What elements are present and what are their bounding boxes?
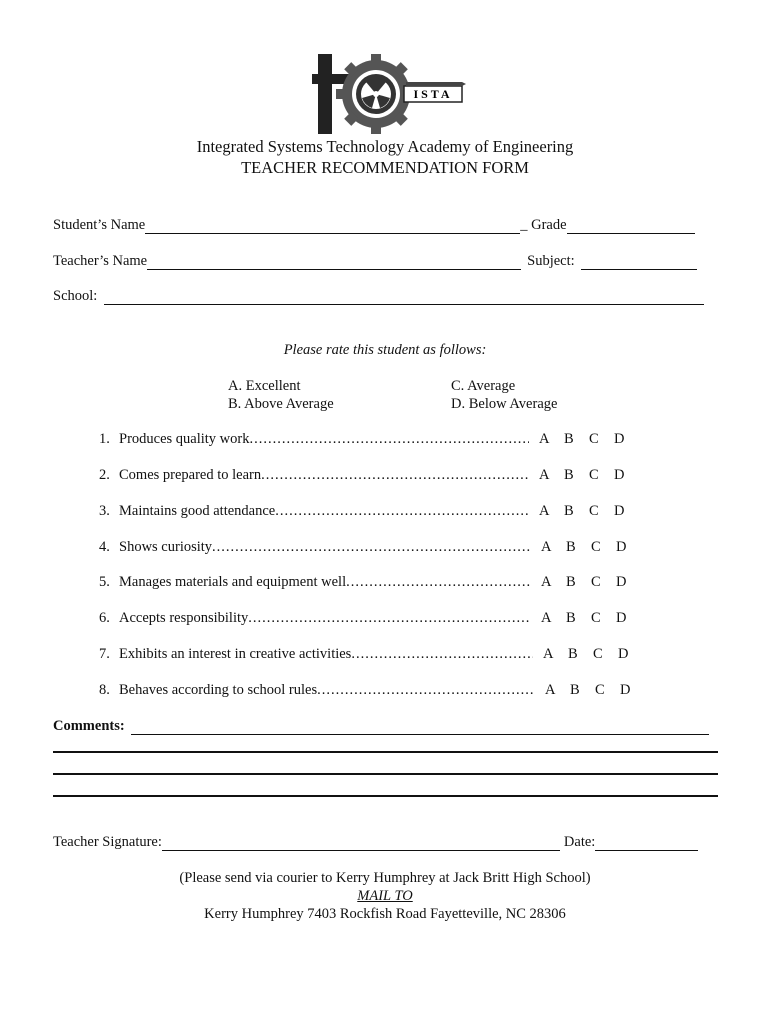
dot-leader: [346, 574, 531, 591]
grade-c-option[interactable]: C: [589, 431, 599, 447]
grade-options: [543, 646, 643, 663]
item-text: Comes prepared to learn: [119, 467, 262, 483]
comments-line[interactable]: [53, 795, 718, 797]
grade-d-option[interactable]: D: [614, 503, 625, 519]
item-number: 5.: [99, 574, 110, 590]
grade-b-option[interactable]: B: [568, 646, 578, 662]
dot-leader: [261, 467, 529, 484]
grade-a-option[interactable]: A: [539, 467, 550, 483]
grade-d-option[interactable]: D: [616, 610, 627, 626]
comments-line[interactable]: [53, 751, 718, 753]
item-text: Behaves according to school rules: [119, 682, 318, 698]
grade-d-option[interactable]: D: [616, 539, 627, 555]
grade-a-option[interactable]: A: [539, 503, 550, 519]
subject-label: Subject:: [527, 253, 575, 269]
grade-c-option[interactable]: C: [591, 539, 601, 555]
grade-options: [541, 610, 641, 627]
grade-a-option[interactable]: A: [545, 682, 556, 698]
grade-a-option[interactable]: A: [543, 646, 554, 662]
option-c: C. Average: [451, 378, 516, 394]
item-number: 2.: [99, 467, 110, 483]
teacher-name-field[interactable]: [147, 255, 521, 270]
dot-leader: [248, 610, 531, 627]
school-field[interactable]: [104, 290, 704, 305]
dot-leader: [212, 539, 531, 556]
grade-label: _ Grade: [520, 217, 567, 233]
dot-leader: [351, 646, 533, 663]
grade-b-option[interactable]: B: [564, 467, 574, 483]
teacher-name-label: Teacher’s Name: [53, 253, 148, 269]
grade-d-option[interactable]: D: [620, 682, 631, 698]
grade-d-option[interactable]: D: [616, 574, 627, 590]
item-number: 6.: [99, 610, 110, 626]
grade-d-option[interactable]: D: [618, 646, 629, 662]
grade-a-option[interactable]: A: [539, 431, 550, 447]
item-text: Maintains good attendance: [119, 503, 276, 519]
grade-options: [539, 503, 639, 520]
grade-b-option[interactable]: B: [564, 431, 574, 447]
form-title: TEACHER RECOMMENDATION FORM: [241, 158, 529, 177]
item-text: Exhibits an interest in creative activities: [119, 646, 352, 662]
signature-label: Teacher Signature:: [53, 834, 162, 850]
grade-d-option[interactable]: D: [614, 431, 625, 447]
item-number: 4.: [99, 539, 110, 555]
item-number: 8.: [99, 682, 110, 698]
grade-b-option[interactable]: B: [570, 682, 580, 698]
grade-b-option[interactable]: B: [564, 503, 574, 519]
grade-options: [541, 574, 641, 591]
student-name-field[interactable]: [145, 219, 520, 234]
grade-a-option[interactable]: A: [541, 574, 552, 590]
student-name-label: Student’s Name: [53, 217, 146, 233]
grade-options: [545, 682, 645, 699]
school-label: School:: [53, 288, 98, 304]
grade-options: [539, 431, 639, 448]
comments-row: [53, 718, 717, 735]
grade-c-option[interactable]: C: [591, 610, 601, 626]
grade-b-option[interactable]: B: [566, 574, 576, 590]
mailing-address: Kerry Humphrey 7403 Rockfish Road Fayetteville, NC 28306: [204, 906, 566, 922]
grade-c-option[interactable]: C: [589, 503, 599, 519]
rating-item: [99, 503, 639, 520]
grade-a-option[interactable]: A: [541, 539, 552, 555]
rating-item: [99, 610, 641, 627]
school-name: Integrated Systems Technology Academy of Engineering: [196, 137, 574, 156]
item-text: Manages materials and equipment well: [119, 574, 347, 590]
grade-b-option[interactable]: B: [566, 539, 576, 555]
grade-c-option[interactable]: C: [595, 682, 605, 698]
rating-item: [99, 682, 645, 699]
grade-b-option[interactable]: B: [566, 610, 576, 626]
grade-options: [539, 467, 639, 484]
student-name-row: [53, 217, 707, 234]
comments-field[interactable]: [131, 720, 709, 735]
ista-logo: [310, 52, 466, 136]
option-b: B. Above Average: [228, 396, 334, 412]
item-text: Produces quality work: [119, 431, 250, 447]
item-number: 3.: [99, 503, 110, 519]
rating-item: [99, 539, 641, 556]
item-text: Accepts responsibility: [119, 610, 249, 626]
rating-item: [99, 431, 639, 448]
rating-item: [99, 467, 639, 484]
option-d: D. Below Average: [451, 396, 558, 412]
grade-a-option[interactable]: A: [541, 610, 552, 626]
dot-leader: [249, 431, 529, 448]
rating-item: [99, 574, 641, 591]
grade-options: [541, 539, 641, 556]
rating-item: [99, 646, 643, 663]
grade-field[interactable]: [567, 219, 695, 234]
item-text: Shows curiosity: [119, 539, 213, 555]
comments-line[interactable]: [53, 773, 718, 775]
date-label: Date:: [563, 834, 596, 850]
school-row: [53, 288, 709, 305]
subject-field[interactable]: [581, 255, 697, 270]
rating-prompt: Please rate this student as follows:: [283, 342, 487, 358]
item-number: 1.: [99, 431, 110, 447]
signature-row: [53, 834, 713, 851]
courier-instruction: (Please send via courier to Kerry Humphrey at Jack Britt High School): [179, 870, 591, 886]
date-field[interactable]: [595, 836, 698, 851]
comments-label: Comments:: [53, 718, 125, 734]
grade-d-option[interactable]: D: [614, 467, 625, 483]
option-a: A. Excellent: [228, 378, 301, 394]
logo-text: ISTA: [413, 87, 453, 101]
item-number: 7.: [99, 646, 110, 662]
grade-c-option[interactable]: C: [593, 646, 603, 662]
grade-c-option[interactable]: C: [591, 574, 601, 590]
dot-leader: [317, 682, 535, 699]
grade-c-option[interactable]: C: [589, 467, 599, 483]
mail-to-label: MAIL TO: [357, 888, 413, 904]
dot-leader: [275, 503, 529, 520]
teacher-name-row: [53, 253, 709, 270]
signature-field[interactable]: [162, 836, 560, 851]
